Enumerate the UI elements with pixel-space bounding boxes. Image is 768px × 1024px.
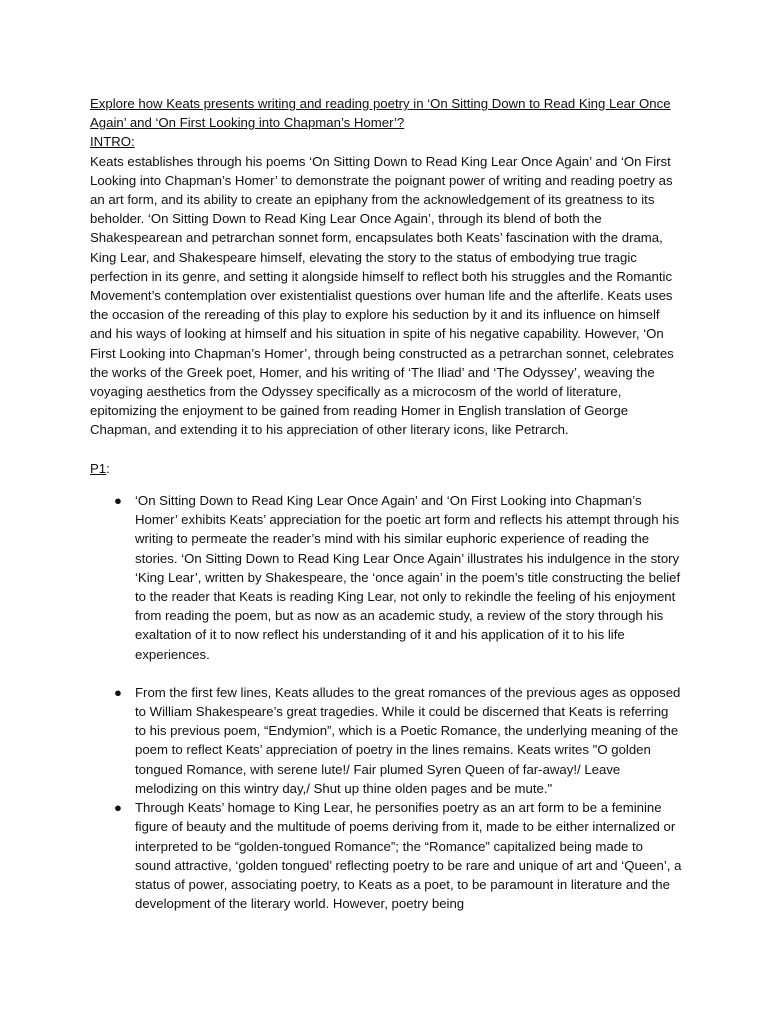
list-item [90, 491, 682, 664]
list-spacer [90, 664, 682, 683]
intro-label: INTRO: [90, 134, 135, 150]
p1-bullet-list [90, 491, 682, 913]
essay-title: Explore how Keats presents writing and reading poetry in ‘On Sitting Down to Read King Lear Once Again’ and ‘On First Looking into Chapman’s Homer’? [90, 96, 671, 131]
bullet-icon: ● [114, 493, 122, 509]
document-page [90, 94, 682, 913]
bullet-text: Through Keats’ homage to King Lear, he personifies poetry as an art form to be a feminine figure of beauty and the multitude of poems deriving from it, made to be either internalized or interpreted to be “golden-tongued Romance”; the “Romance” capitalized being made to sound attractive, ‘golden tongued’ reflecting poetry to be rare and unique of art and ‘Queen’, a status of power, associating poetry, to Keats as a poet, to be paramount in literature and the development of the literary world. However, poetry being [135, 800, 682, 912]
list-item [90, 683, 682, 798]
p1-label-text: P1 [90, 460, 107, 476]
list-item [90, 798, 682, 913]
p1-label [90, 459, 682, 478]
p1-label-colon: : [106, 460, 110, 476]
intro-paragraph: Keats establishes through his poems ‘On Sitting Down to Read King Lear Once Again’ and ‘On First Looking into Chapman’s Homer’ to demonstrate the poignant power of writing and reading poetry as an art form, and its ability to create an epiphany from the acknowledgement of its greatness to its beholder. ‘On Sitting Down to Read King Lear Once Again’, through its blend of both the Shakespearean and petrarchan sonnet form, encapsulates both Keats’ fascination with the drama, King Lear, and Shakespeare himself, elevating the story to the status of embodying true tragic perfection in its genre, and setting it alongside himself to reflect both his struggles and the Romantic Movement’s contemplation over existentialist questions over human life and the afterlife. Keats uses the occasion of the rereading of this play to explore his seduction by it and its influence on himself and his ways of looking at himself and his situation in spite of his negative capability. However, ‘On First Looking into Chapman’s Homer’, through being constructed as a petrarchan sonnet, celebrates the works of the Greek poet, Homer, and his writing of ‘The Iliad’ and ‘The Odyssey’, weaving the voyaging aesthetics from the Odyssey specifically as a microcosm of the world of literature, epitomizing the enjoyment to be gained from reading Homer in English translation of George Chapman, and extending it to his appreciation of other literary icons, like Petrarch. [90, 153, 674, 438]
bullet-text: ‘On Sitting Down to Read King Lear Once Again’ and ‘On First Looking into Chapman’s Homer’ exhibits Keats’ appreciation for the poetic art form and reflects his attempt through his writing to permeate the reader’s mind with his similar euphoric experience of reading the stories. ‘On Sitting Down to Read King Lear Once Again’ illustrates his indulgence in the story ‘King Lear’, written by Shakespeare, the ‘once again’ in the poem’s title constructing the belief to the reader that Keats is reading King Lear, not only to rekindle the feeling of his enjoyment from reading the poem, but as now as an academic study, a review of the story through his exaltation of it to now reflect his understanding of it and his application of it to his life experiences. [135, 493, 681, 662]
bullet-text: From the first few lines, Keats alludes to the great romances of the previous ages as opposed to William Shakespeare’s great tragedies. While it could be discerned that Keats is referring to his previous poem, “Endymion”, which is a Poetic Romance, the underlying meaning of the poem to reflect Keats’ appreciation of poetry in the lines remains. Keats writes "O golden tongued Romance, with serene lute!/ Fair plumed Syren Queen of far-away!/ Leave melodizing on this wintry day,/ Shut up thine olden pages and be mute." [135, 684, 681, 796]
bullet-icon: ● [114, 684, 122, 700]
bullet-icon: ● [114, 800, 122, 816]
